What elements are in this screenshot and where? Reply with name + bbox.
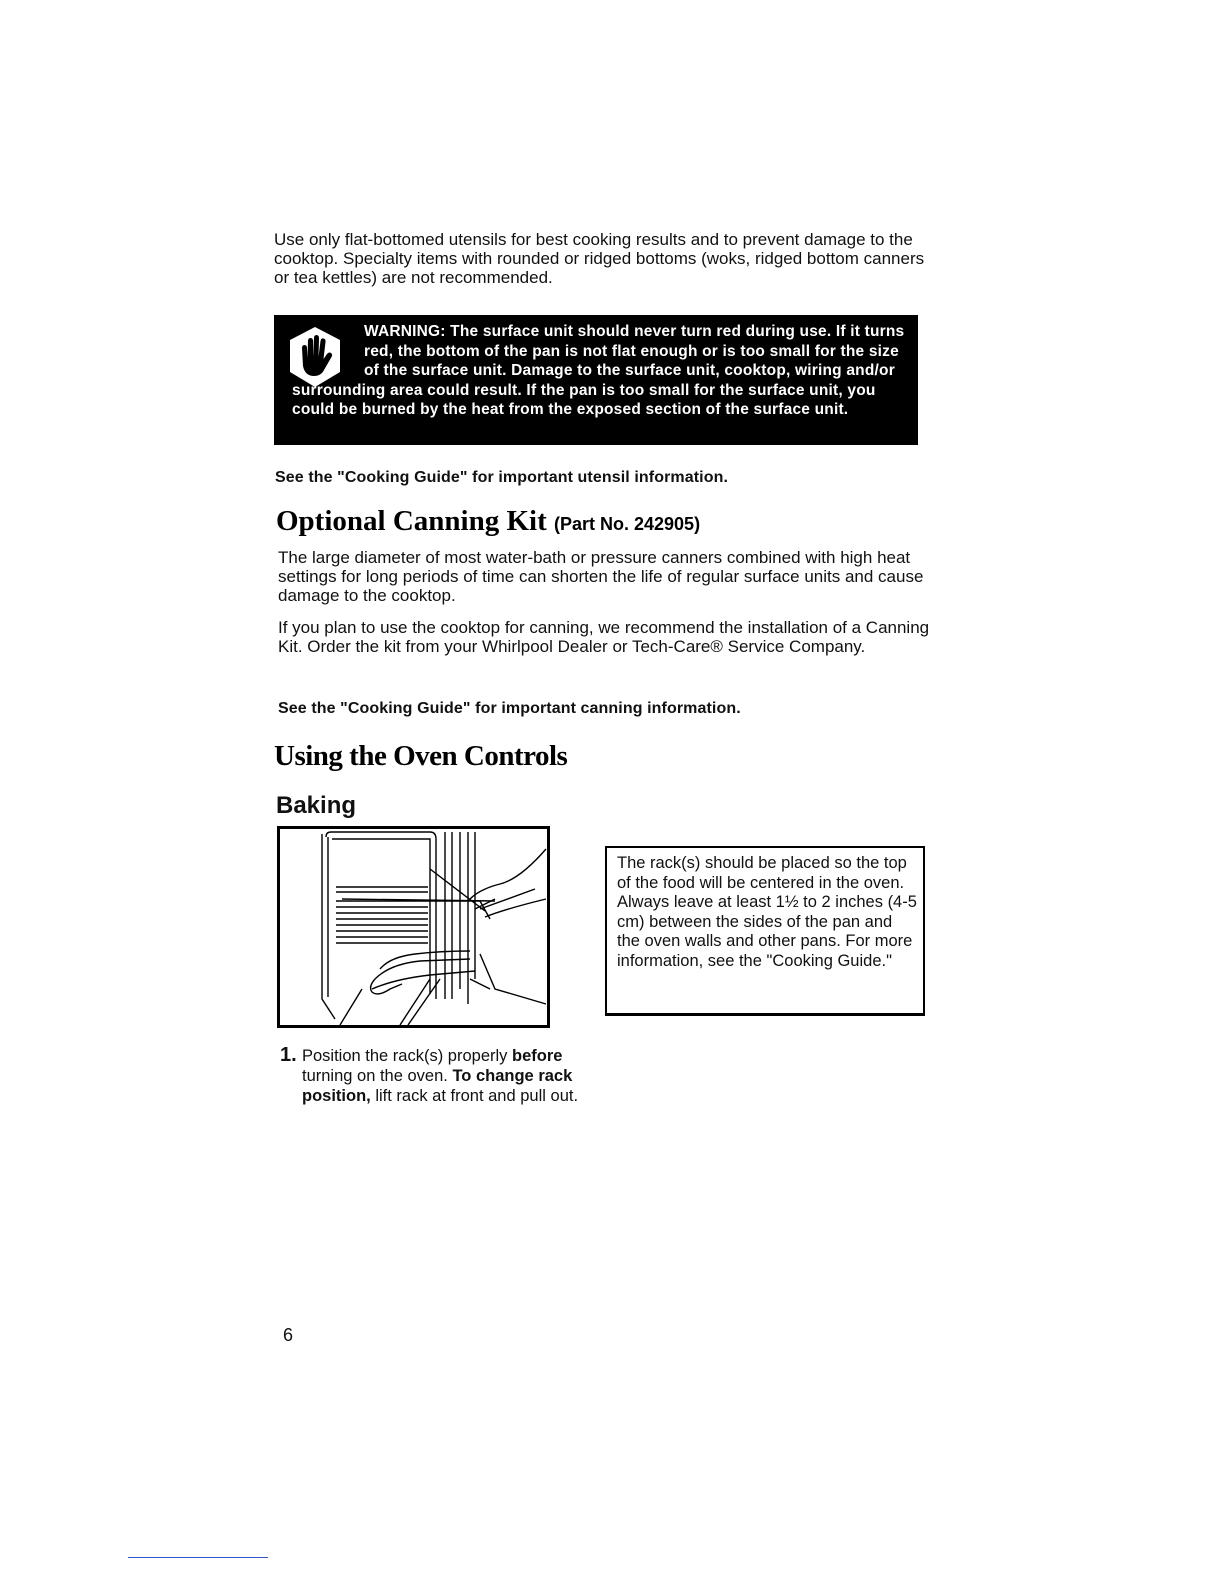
canning-paragraph-1: The large diameter of most water-bath or pressure canners combined with high heat settings for long periods of time can shorten the life of regular surface units and cause damage to the cooktop.: [278, 548, 924, 605]
step-1-text: [302, 1046, 587, 1106]
step-bold-before: before: [512, 1047, 563, 1065]
canning-paragraph-2: If you plan to use the cooktop for canning, we recommend the installation of a Canning Kit. Order the kit from your Whirlpool Dealer or Tech-Care® Service Company.: [278, 618, 930, 656]
callout-text: The rack(s) should be placed so the top of the food will be centered in the oven. Always leave at least 1½ to 2 inches (4-5 cm) between the sides of the pan and the oven walls and other pans. For more information, see the "Cooking Guide.": [617, 854, 917, 970]
oven-rack-drawing: [280, 829, 547, 1025]
canning-note: See the "Cooking Guide" for important canning information.: [278, 700, 741, 717]
oven-controls-heading: Using the Oven Controls: [274, 740, 568, 772]
footer-rule: [128, 1557, 268, 1558]
oven-rack-illustration: [277, 826, 550, 1028]
page-number: 6: [283, 1325, 294, 1345]
warning-box: [274, 315, 918, 445]
warning-text: WARNING: The surface unit should never turn red during use. If it turns red, the bottom of the pan is not flat enough or is too small for the size of the surface unit. Damage to the surface unit, cooktop, wiring and/or surrounding area could result. If the pan is too small for the surface unit, you could be burned by the heat from the exposed section of the surface unit.: [292, 323, 905, 418]
utensil-note: See the "Cooking Guide" for important utensil information.: [275, 469, 728, 486]
step-number: 1.: [280, 1044, 297, 1066]
canning-part-number: (Part No. 242905): [554, 514, 701, 534]
step-text-part-3: lift rack at front and pull out.: [375, 1087, 579, 1105]
step-text-part-1: Position the rack(s) properly: [302, 1047, 508, 1065]
intro-paragraph: Use only flat-bottomed utensils for best cooking results and to prevent damage to the cooktop. Specialty items with rounded or ridged bottoms (woks, ridged bottom canners or tea kettles) are not recommended.: [274, 230, 925, 287]
canning-heading: [276, 505, 700, 538]
step-text-part-2: turning on the oven.: [302, 1067, 448, 1085]
baking-heading: Baking: [276, 792, 357, 819]
canning-heading-title: Optional Canning Kit: [276, 505, 547, 537]
step-bold-change-rack: To change rack position,: [302, 1067, 573, 1105]
rack-placement-callout: [605, 846, 925, 1016]
